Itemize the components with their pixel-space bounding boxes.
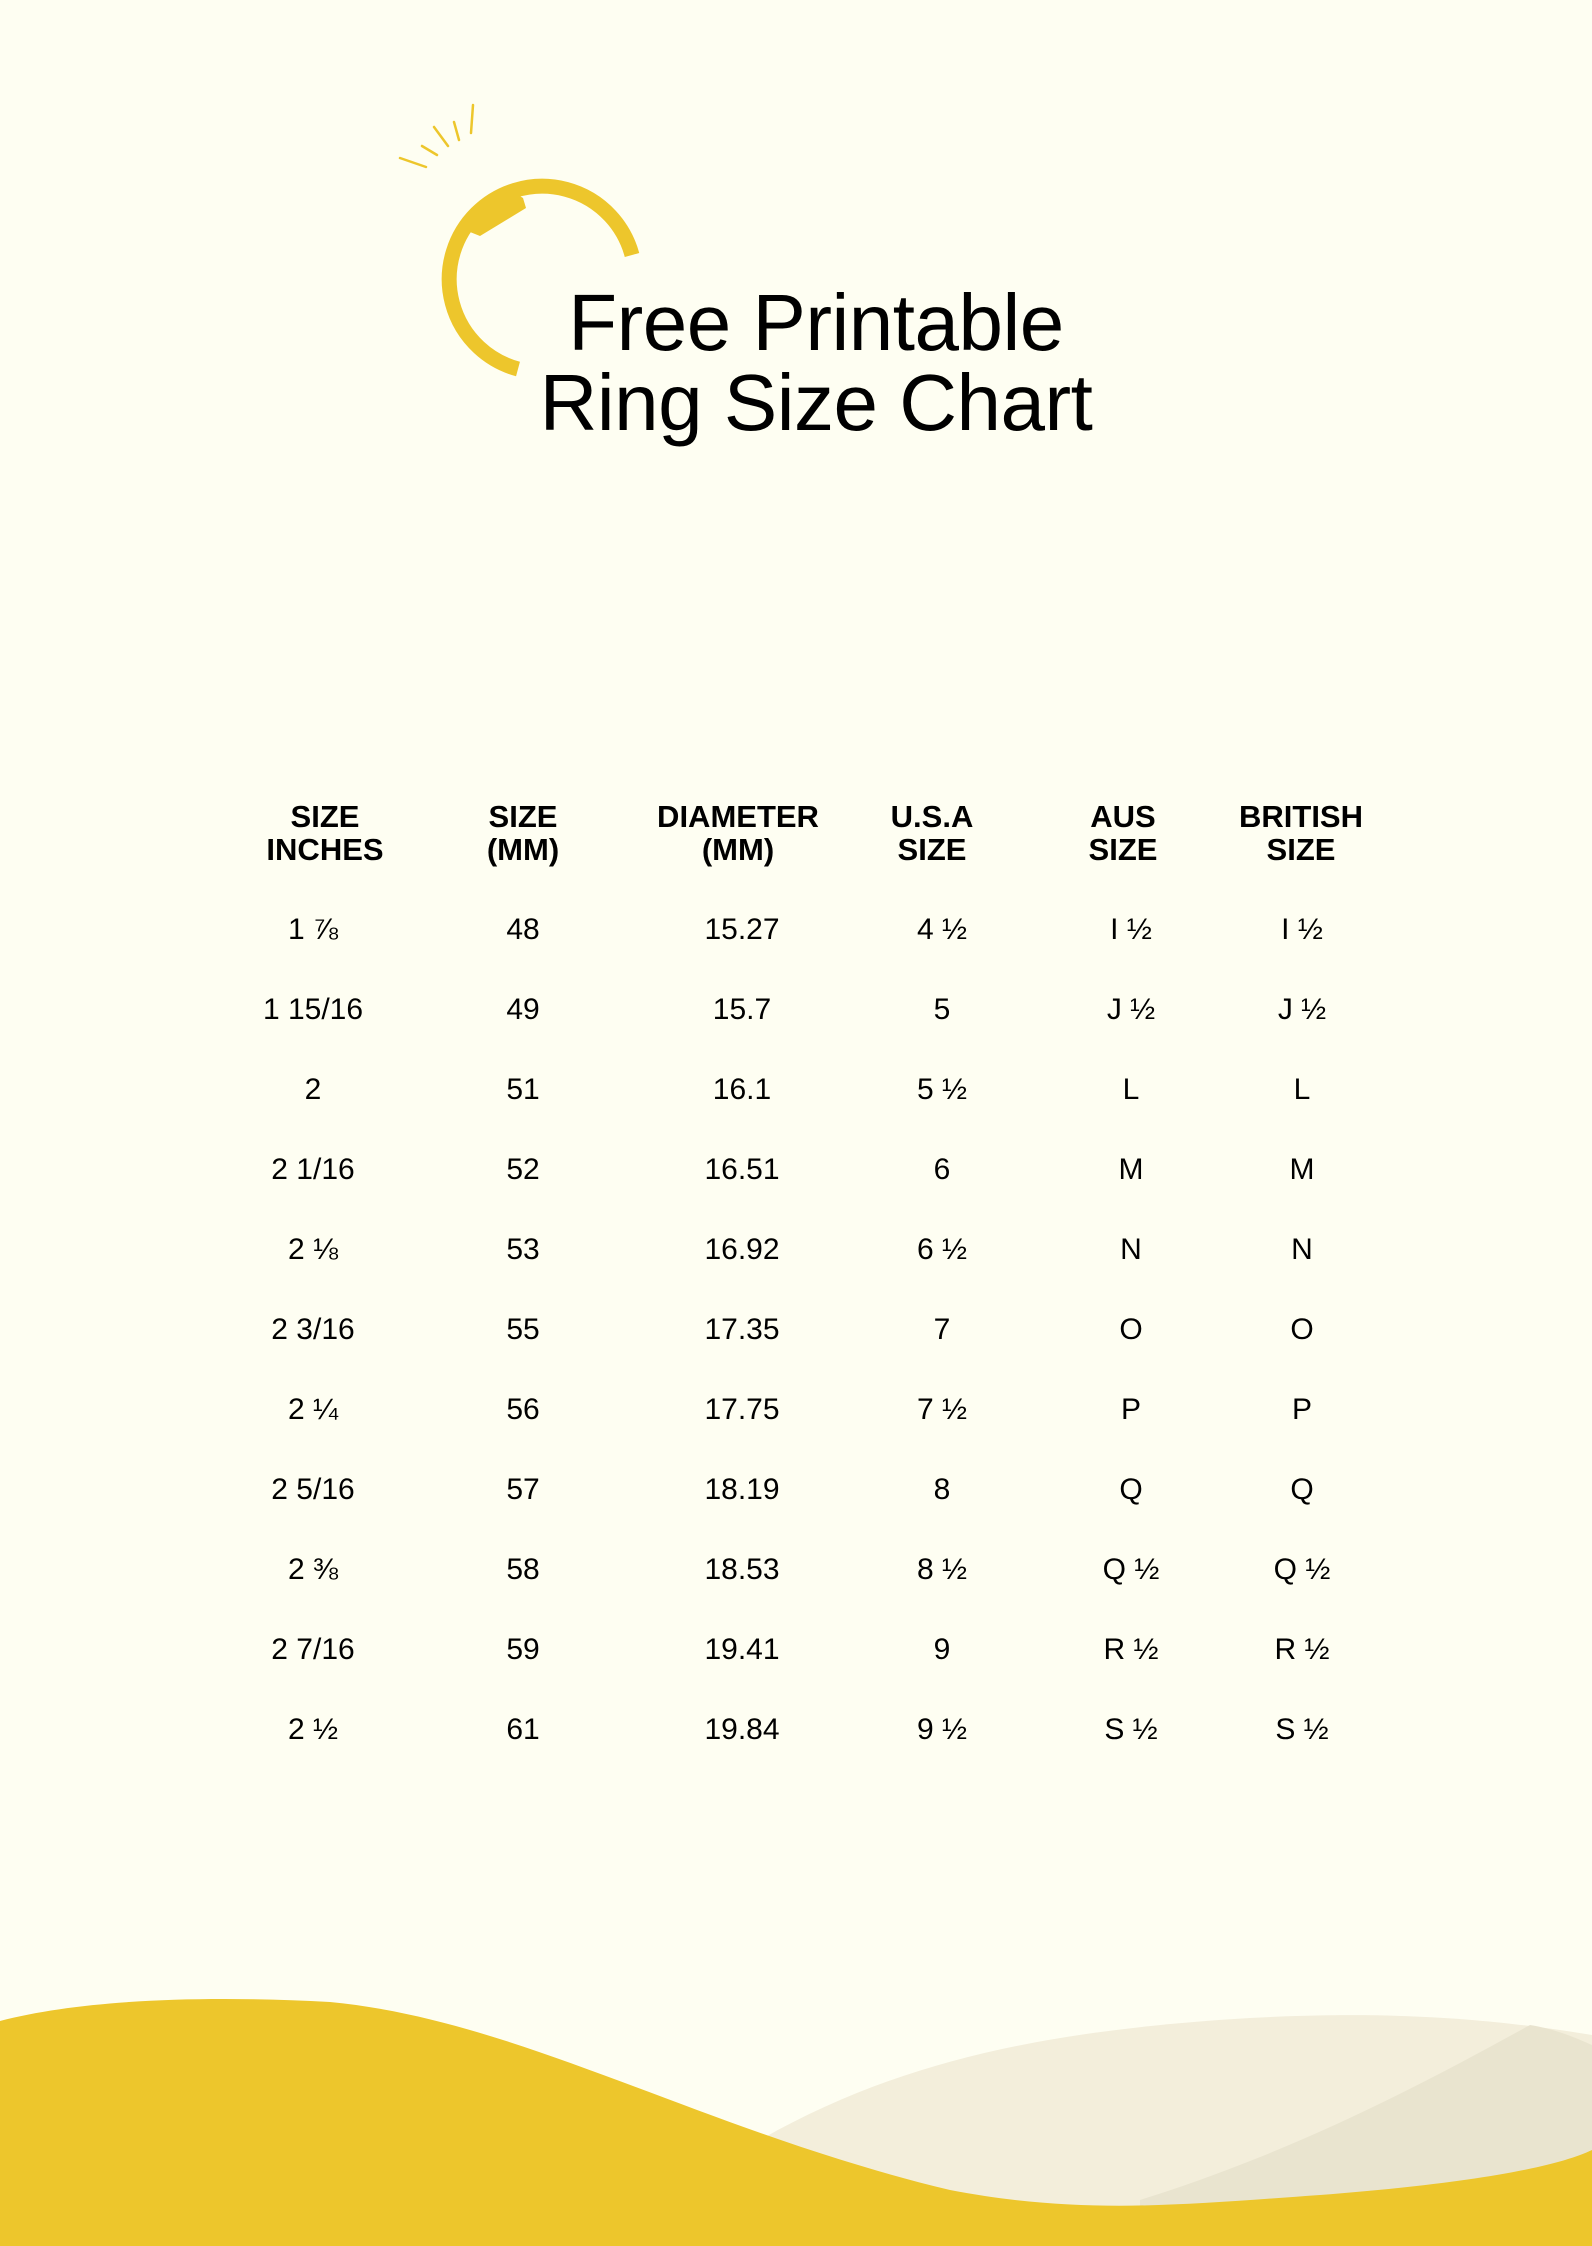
cell-size-inches: 1 ⅞ bbox=[287, 913, 339, 946]
cell-aus-size: J ½ bbox=[1106, 993, 1156, 1026]
cell-usa-size: 8 ½ bbox=[916, 1553, 968, 1586]
cell-usa-size: 8 bbox=[933, 1473, 951, 1506]
cell-size-mm: 55 bbox=[506, 1313, 540, 1346]
cell-diameter-mm: 15.7 bbox=[712, 993, 772, 1026]
cell-diameter-mm: 16.1 bbox=[712, 1073, 772, 1106]
cell-usa-size: 5 bbox=[933, 993, 951, 1026]
header-line: DIAMETER bbox=[657, 799, 819, 834]
cell-size-inches: 2 bbox=[304, 1073, 322, 1106]
cell-aus-size: R ½ bbox=[1103, 1633, 1159, 1666]
cell-british-size: I ½ bbox=[1281, 913, 1323, 946]
cell-usa-size: 6 bbox=[933, 1153, 951, 1186]
header-line: SIZE bbox=[897, 832, 967, 867]
cell-usa-size: 7 bbox=[933, 1313, 951, 1346]
header-diameter-mm bbox=[657, 800, 819, 866]
cell-usa-size: 9 ½ bbox=[916, 1713, 968, 1746]
cell-size-inches: 2 7/16 bbox=[271, 1633, 355, 1666]
cell-aus-size: S ½ bbox=[1104, 1713, 1158, 1746]
cell-british-size: S ½ bbox=[1275, 1713, 1329, 1746]
header-line: INCHES bbox=[266, 832, 384, 867]
table-row bbox=[0, 1470, 1592, 1550]
table-row bbox=[0, 1550, 1592, 1630]
cell-british-size: Q ½ bbox=[1273, 1553, 1331, 1586]
header-usa-size bbox=[891, 800, 974, 866]
cell-size-inches: 2 1/16 bbox=[271, 1153, 355, 1186]
cell-aus-size: L bbox=[1122, 1073, 1140, 1106]
cell-british-size: N bbox=[1291, 1233, 1313, 1266]
title-line-1: Free Printable bbox=[568, 278, 1064, 367]
header-aus-size bbox=[1089, 800, 1158, 866]
header-line: SIZE bbox=[290, 799, 360, 834]
table-row bbox=[0, 1070, 1592, 1150]
cell-aus-size: Q bbox=[1119, 1473, 1143, 1506]
cell-british-size: O bbox=[1290, 1313, 1314, 1346]
header-line: SIZE bbox=[1088, 832, 1158, 867]
header-line: SIZE bbox=[1266, 832, 1336, 867]
cell-size-mm: 49 bbox=[506, 993, 540, 1026]
cell-usa-size: 5 ½ bbox=[916, 1073, 968, 1106]
header-line: (MM) bbox=[486, 832, 560, 867]
cell-size-mm: 56 bbox=[506, 1393, 540, 1426]
cell-size-mm: 51 bbox=[506, 1073, 540, 1106]
ring-size-table bbox=[0, 800, 1592, 1790]
header-size-mm bbox=[487, 800, 559, 866]
cell-diameter-mm: 16.51 bbox=[704, 1153, 780, 1186]
table-row bbox=[0, 1230, 1592, 1310]
header-line: BRITISH bbox=[1239, 799, 1363, 834]
sparkle-lines-icon bbox=[400, 105, 473, 167]
cell-size-inches: 2 ⅛ bbox=[287, 1233, 339, 1266]
table-body bbox=[0, 910, 1592, 1790]
table-row bbox=[0, 1630, 1592, 1710]
cell-size-inches: 2 5/16 bbox=[271, 1473, 355, 1506]
table-row bbox=[0, 1310, 1592, 1390]
decorative-waves bbox=[0, 1980, 1592, 2246]
cell-aus-size: O bbox=[1119, 1313, 1143, 1346]
cell-british-size: R ½ bbox=[1274, 1633, 1330, 1666]
header-line: SIZE bbox=[488, 799, 558, 834]
title-line-2: Ring Size Chart bbox=[539, 358, 1093, 447]
cell-aus-size: P bbox=[1120, 1393, 1142, 1426]
cell-usa-size: 4 ½ bbox=[916, 913, 968, 946]
table-row bbox=[0, 1710, 1592, 1790]
cell-british-size: P bbox=[1291, 1393, 1313, 1426]
cell-size-inches: 2 ⅜ bbox=[287, 1553, 339, 1586]
header-size-inches bbox=[266, 800, 383, 866]
header-british-size bbox=[1239, 800, 1363, 866]
cell-usa-size: 7 ½ bbox=[916, 1393, 968, 1426]
cell-usa-size: 9 bbox=[933, 1633, 951, 1666]
table-row bbox=[0, 1150, 1592, 1230]
cell-size-inches: 2 ¼ bbox=[287, 1393, 339, 1426]
cell-size-inches: 1 15/16 bbox=[262, 993, 364, 1026]
cell-diameter-mm: 19.41 bbox=[704, 1633, 780, 1666]
cell-size-mm: 48 bbox=[506, 913, 540, 946]
cell-british-size: J ½ bbox=[1277, 993, 1327, 1026]
cell-size-mm: 61 bbox=[506, 1713, 540, 1746]
cell-diameter-mm: 17.75 bbox=[704, 1393, 780, 1426]
cell-aus-size: Q ½ bbox=[1102, 1553, 1160, 1586]
cell-diameter-mm: 18.19 bbox=[704, 1473, 780, 1506]
cell-size-mm: 59 bbox=[506, 1633, 540, 1666]
page-title bbox=[0, 278, 1592, 447]
header-line: U.S.A bbox=[890, 799, 974, 834]
table-row bbox=[0, 910, 1592, 990]
table-row bbox=[0, 1390, 1592, 1470]
cell-british-size: Q bbox=[1290, 1473, 1314, 1506]
cell-diameter-mm: 18.53 bbox=[704, 1553, 780, 1586]
cell-aus-size: I ½ bbox=[1110, 913, 1152, 946]
cell-size-mm: 58 bbox=[506, 1553, 540, 1586]
cell-diameter-mm: 17.35 bbox=[704, 1313, 780, 1346]
cell-aus-size: N bbox=[1120, 1233, 1142, 1266]
cell-size-inches: 2 3/16 bbox=[271, 1313, 355, 1346]
cell-size-mm: 52 bbox=[506, 1153, 540, 1186]
cell-aus-size: M bbox=[1118, 1153, 1144, 1186]
header-line: AUS bbox=[1090, 799, 1156, 834]
cell-size-inches: 2 ½ bbox=[287, 1713, 339, 1746]
cell-diameter-mm: 16.92 bbox=[704, 1233, 780, 1266]
cell-british-size: L bbox=[1293, 1073, 1311, 1106]
table-row bbox=[0, 990, 1592, 1070]
table-header-row bbox=[0, 800, 1592, 910]
cell-diameter-mm: 15.27 bbox=[704, 913, 780, 946]
cell-british-size: M bbox=[1289, 1153, 1315, 1186]
cell-diameter-mm: 19.84 bbox=[704, 1713, 780, 1746]
cell-usa-size: 6 ½ bbox=[916, 1233, 968, 1266]
cell-size-mm: 57 bbox=[506, 1473, 540, 1506]
header-line: (MM) bbox=[701, 832, 775, 867]
cell-size-mm: 53 bbox=[506, 1233, 540, 1266]
